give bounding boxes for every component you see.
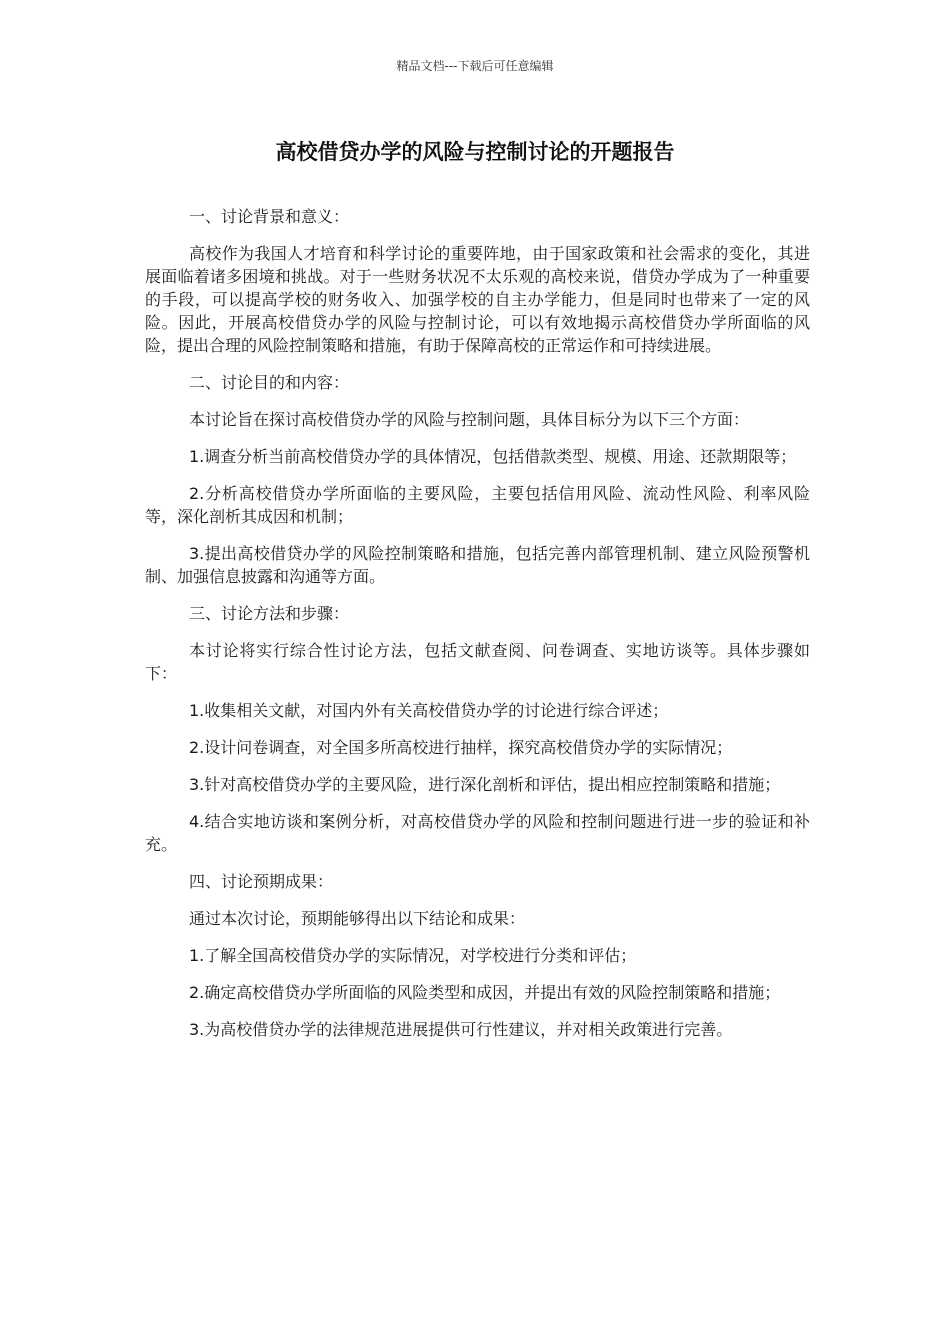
section-heading-methods: 三、讨论方法和步骤：	[189, 604, 350, 623]
list-item-step-3: 3.针对高校借贷办学的主要风险，进行深化剖析和评估，提出相应控制策略和措施；	[189, 775, 781, 794]
list-item-goal-2: 2.分析高校借贷办学所面临的主要风险，主要包括信用风险、流动性风险、利率风险等，深化剖析其成因和机制；	[145, 484, 810, 526]
list-item-step-2: 2.设计问卷调查，对全国多所高校进行抽样，探究高校借贷办学的实际情况；	[189, 738, 733, 757]
list-item-goal-3: 3.提出高校借贷办学的风险控制策略和措施，包括完善内部管理机制、建立风险预警机制、加强信息披露和沟通等方面。	[145, 544, 810, 586]
list-item-outcome-2: 2.确定高校借贷办学所面临的风险类型和成因，并提出有效的风险控制策略和措施；	[189, 983, 781, 1002]
paragraph-background: 高校作为我国人才培育和科学讨论的重要阵地，由于国家政策和社会需求的变化，其进展面临着诸多困境和挑战。对于一些财务状况不太乐观的高校来说，借贷办学成为了一种重要的手段，可以提高学校的财务收入、加强学校的自主办学能力，但是同时也带来了一定的风险。因此，开展高校借贷办学的风险与控制讨论，可以有效地揭示高校借贷办学所面临的风险，提出合理的风险控制策略和措施，有助于保障高校的正常运作和可持续进展。	[145, 244, 810, 355]
list-item-goal-1: 1.调查分析当前高校借贷办学的具体情况，包括借款类型、规模、用途、还款期限等；	[189, 447, 797, 466]
list-item-step-4: 4.结合实地访谈和案例分析，对高校借贷办学的风险和控制问题进行进一步的验证和补充。	[145, 812, 810, 854]
paragraph-methods-intro: 本讨论将实行综合性讨论方法，包括文献查阅、问卷调查、实地访谈等。具体步骤如下：	[145, 641, 810, 683]
section-heading-goals: 二、讨论目的和内容：	[189, 373, 350, 392]
section-heading-background: 一、讨论背景和意义：	[189, 207, 350, 226]
header-note: 精品文档---下载后可任意编辑	[396, 59, 554, 73]
list-item-outcome-3: 3.为高校借贷办学的法律规范进展提供可行性建议，并对相关政策进行完善。	[189, 1020, 733, 1039]
document-body	[145, 205, 810, 1055]
list-item-step-1: 1.收集相关文献，对国内外有关高校借贷办学的讨论进行综合评述；	[189, 701, 669, 720]
section-heading-outcomes: 四、讨论预期成果：	[189, 872, 334, 891]
paragraph-outcomes-intro: 通过本次讨论，预期能够得出以下结论和成果：	[189, 909, 526, 928]
page-title: 高校借贷办学的风险与控制讨论的开题报告	[275, 140, 675, 164]
paragraph-goals-intro: 本讨论旨在探讨高校借贷办学的风险与控制问题，具体目标分为以下三个方面：	[189, 410, 750, 429]
list-item-outcome-1: 1.了解全国高校借贷办学的实际情况，对学校进行分类和评估；	[189, 946, 637, 965]
